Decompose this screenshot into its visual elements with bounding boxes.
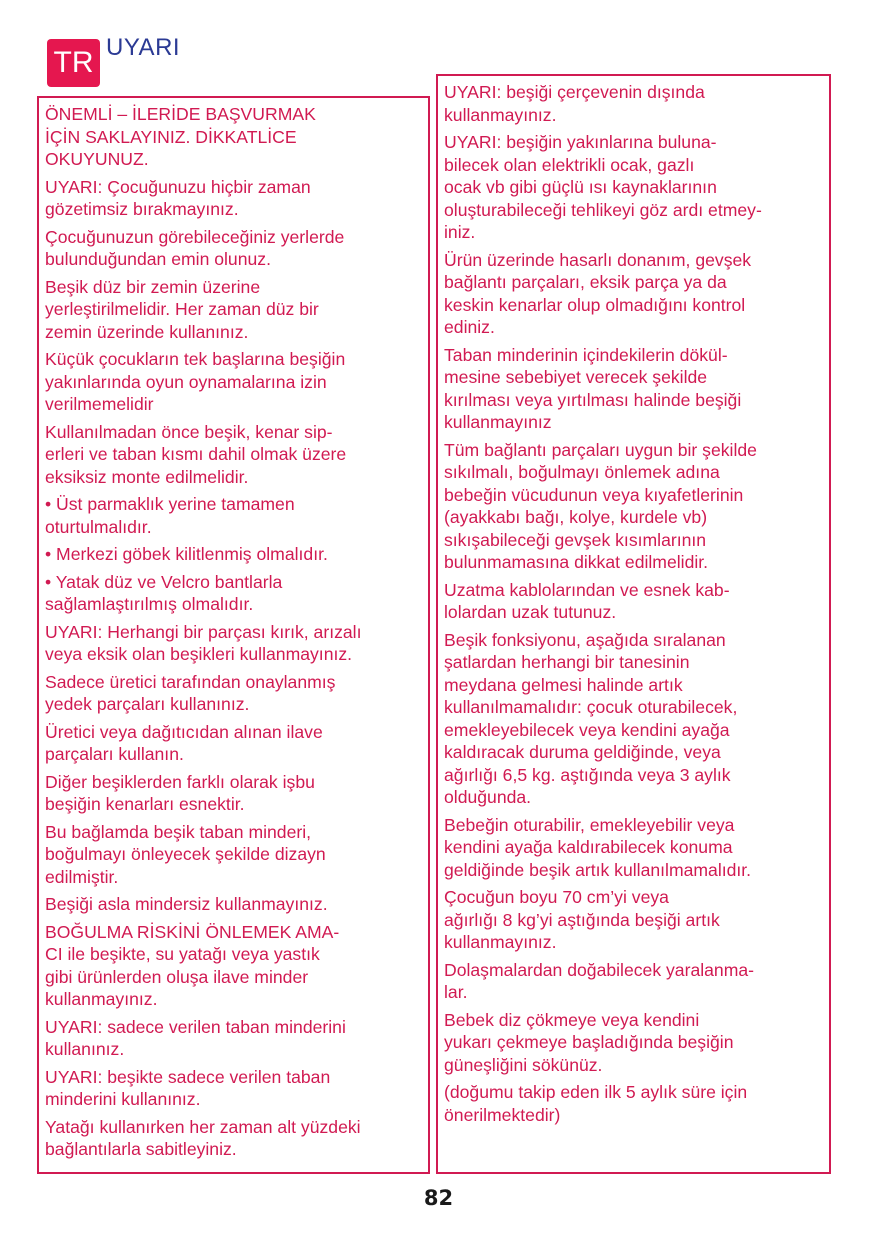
text-line: yerleştirilmelidir. Her zaman düz bir: [45, 299, 319, 319]
warning-paragraph: [45, 493, 422, 538]
text-line: erleri ve taban kısmı dahil olmak üzere: [45, 444, 347, 464]
text-line: UYARI: beşikte sadece verilen taban: [45, 1066, 331, 1087]
text-line: Beşiği asla mindersiz kullanmayınız.: [45, 894, 328, 914]
right-warning-column: [436, 74, 831, 1174]
text-line: mesine sebebiyet verecek şekilde: [444, 367, 708, 387]
text-line: kullanmayınız: [444, 412, 552, 432]
text-line: Üretici veya dağıtıcıdan alınan ilave: [45, 721, 323, 742]
text-line: keskin kenarlar olup olmadığını kontrol: [444, 294, 746, 315]
warning-paragraph: [45, 821, 422, 889]
warning-paragraph: [45, 421, 422, 489]
warning-paragraph: [444, 814, 823, 882]
text-line: boğulmayı önleyecek şekilde dizayn: [45, 844, 326, 864]
text-line: Ürün üzerinde hasarlı donanım, gevşek: [444, 249, 752, 270]
text-line: güneşliğini sökünüz.: [444, 1054, 603, 1075]
text-line: ocak vb gibi güçlü ısı kaynaklarının: [444, 177, 717, 197]
text-line: geldiğinde beşik artık kullanılmamalıdır.: [444, 859, 752, 880]
text-line: Dolaşmalardan doğabilecek yaralanma-: [444, 959, 755, 980]
text-line: Sadece üretici tarafından onaylanmış: [45, 671, 336, 692]
text-line: Yatağı kullanırken her zaman alt yüzdeki: [45, 1116, 361, 1137]
warning-paragraph: [45, 671, 422, 716]
page-number: 82: [423, 1186, 454, 1210]
warning-paragraph: [444, 81, 823, 126]
text-line: • Yatak düz ve Velcro bantlarla: [45, 571, 283, 592]
text-line: Bebek diz çökmeye veya kendini: [444, 1009, 700, 1030]
text-line: kendini ayağa kaldırabilecek konuma: [444, 837, 733, 857]
text-line: iniz.: [444, 222, 476, 242]
warning-paragraph: [45, 721, 422, 766]
text-line: (doğumu takip eden ilk 5 aylık süre için: [444, 1082, 748, 1102]
text-line: CI ile beşikte, su yatağı veya yastık: [45, 944, 320, 964]
text-line: lar.: [444, 982, 468, 1002]
text-line: edilmiştir.: [45, 866, 119, 887]
text-line: ağırlığı 8 kg’yi aştığında beşiği artık: [444, 909, 720, 930]
warning-paragraph: [45, 103, 422, 171]
warning-paragraph: [45, 226, 422, 271]
text-line: Bu bağlamda beşik taban minderi,: [45, 821, 312, 842]
text-line: kullanılmamalıdır: çocuk oturabilecek,: [444, 697, 738, 717]
text-line: olduğunda.: [444, 787, 532, 807]
text-line: Küçük çocukların tek başlarına beşiğin: [45, 349, 346, 369]
text-line: UYARI: Herhangi bir parçası kırık, arızalı: [45, 621, 362, 642]
text-line: verilmemelidir: [45, 394, 154, 414]
text-line: Çocuğun boyu 70 cm’yi veya: [444, 887, 669, 907]
text-line: • Üst parmaklık yerine tamamen: [45, 494, 295, 514]
warning-paragraph: [45, 571, 422, 616]
text-line: UYARI: sadece verilen taban minderini: [45, 1016, 346, 1037]
warning-paragraph: [444, 959, 823, 1004]
text-line: ağırlığı 6,5 kg. aştığında veya 3 aylık: [444, 764, 731, 785]
text-line: lolardan uzak tutunuz.: [444, 602, 617, 622]
warning-paragraph: [45, 348, 422, 416]
warning-paragraph: [45, 921, 422, 1011]
page-title: UYARI: [106, 34, 181, 61]
text-line: Kullanılmadan önce beşik, kenar sip-: [45, 421, 333, 442]
text-line: kullanmayınız.: [45, 989, 158, 1009]
warning-paragraph: [444, 1081, 823, 1126]
text-line: Uzatma kablolarından ve esnek kab-: [444, 579, 730, 600]
warning-paragraph: [45, 1016, 422, 1061]
warning-paragraph: [45, 893, 422, 916]
text-line: oturtulmalıdır.: [45, 516, 152, 537]
warning-paragraph: [444, 249, 823, 339]
text-line: parçaları kullanın.: [45, 744, 184, 764]
warning-paragraph: [444, 629, 823, 809]
text-line: kaldıracak duruma geldiğinde, veya: [444, 742, 721, 762]
text-line: önerilmektedir): [444, 1104, 561, 1125]
text-line: bulunduğundan emin olunuz.: [45, 249, 271, 269]
text-line: emekleyebilecek veya kendini ayağa: [444, 719, 730, 740]
text-line: • Merkezi göbek kilitlenmiş olmalıdır.: [45, 544, 328, 564]
warning-paragraph: [45, 621, 422, 666]
warning-paragraph: [444, 886, 823, 954]
warning-paragraph: [444, 344, 823, 434]
text-line: yakınlarında oyun oynamalarına izin: [45, 371, 327, 392]
warning-paragraph: [45, 543, 422, 566]
text-line: Tüm bağlantı parçaları uygun bir şekilde: [444, 439, 757, 460]
text-line: sıkılmalı, boğulmayı önlemek adına: [444, 462, 720, 482]
text-line: kullanmayınız.: [444, 104, 557, 125]
text-line: bulunmamasına dikkat edilmelidir.: [444, 552, 709, 572]
warning-paragraph: [444, 1009, 823, 1077]
warning-paragraph: [45, 771, 422, 816]
warning-paragraph: [45, 176, 422, 221]
text-line: UYARI: beşiği çerçevenin dışında: [444, 82, 705, 102]
text-line: gözetimsiz bırakmayınız.: [45, 199, 239, 219]
warning-paragraph: [45, 276, 422, 344]
text-line: Beşik fonksiyonu, aşağıda sıralanan: [444, 629, 726, 650]
text-line: gibi ürünlerden oluşa ilave minder: [45, 966, 309, 987]
text-line: kırılması veya yırtılması halinde beşiği: [444, 389, 742, 410]
text-line: veya eksik olan beşikleri kullanmayınız.: [45, 644, 353, 664]
text-line: bilecek olan elektrikli ocak, gazlı: [444, 154, 695, 175]
text-line: kullanmayınız.: [444, 932, 557, 952]
text-line: Taban minderinin içindekilerin dökül-: [444, 344, 728, 365]
text-line: eksiksiz monte edilmelidir.: [45, 466, 249, 487]
text-line: zemin üzerinde kullanınız.: [45, 321, 249, 342]
text-line: bağlantılarla sabitleyiniz.: [45, 1139, 237, 1159]
text-line: bebeğin vücudunun veya kıyafetlerinin: [444, 484, 744, 505]
text-line: İÇİN SAKLAYINIZ. DİKKATLİCE: [45, 126, 297, 147]
text-line: oluşturabileceği tehlikeyi göz ardı etmey-: [444, 199, 762, 220]
text-line: kullanınız.: [45, 1039, 125, 1059]
text-line: UYARI: Çocuğunuzu hiçbir zaman: [45, 176, 311, 197]
text-line: Diğer beşiklerden farklı olarak işbu: [45, 771, 315, 792]
warning-paragraph: [444, 439, 823, 574]
text-line: sıkışabileceği gevşek kısımlarının: [444, 529, 707, 550]
text-line: Bebeğin oturabilir, emekleyebilir veya: [444, 814, 735, 835]
text-line: şatlardan herhangi bir tanesinin: [444, 652, 690, 672]
warning-paragraph: [444, 579, 823, 624]
text-line: (ayakkabı bağı, kolye, kurdele vb): [444, 507, 708, 527]
text-line: ediniz.: [444, 317, 495, 337]
text-line: bağlantı parçaları, eksik parça ya da: [444, 272, 727, 292]
language-badge: TR: [47, 39, 100, 87]
text-line: meydana gelmesi halinde artık: [444, 674, 683, 695]
left-warning-column: [37, 96, 430, 1174]
text-line: Çocuğunuzun görebileceğiniz yerlerde: [45, 226, 345, 247]
text-line: UYARI: beşiğin yakınlarına buluna-: [444, 132, 717, 152]
text-line: BOĞULMA RİSKİNİ ÖNLEMEK AMA-: [45, 921, 340, 942]
warning-paragraph: [444, 131, 823, 244]
text-line: yedek parçaları kullanınız.: [45, 694, 250, 714]
text-line: ÖNEMLİ – İLERİDE BAŞVURMAK: [45, 104, 316, 124]
warning-paragraph: [45, 1066, 422, 1111]
text-line: minderini kullanınız.: [45, 1089, 201, 1109]
warning-paragraph: [45, 1116, 422, 1161]
text-line: yukarı çekmeye başladığında beşiğin: [444, 1032, 734, 1052]
text-line: sağlamlaştırılmış olmalıdır.: [45, 594, 254, 614]
text-line: OKUYUNUZ.: [45, 149, 149, 169]
text-line: Beşik düz bir zemin üzerine: [45, 276, 261, 297]
text-line: beşiğin kenarları esnektir.: [45, 794, 245, 814]
